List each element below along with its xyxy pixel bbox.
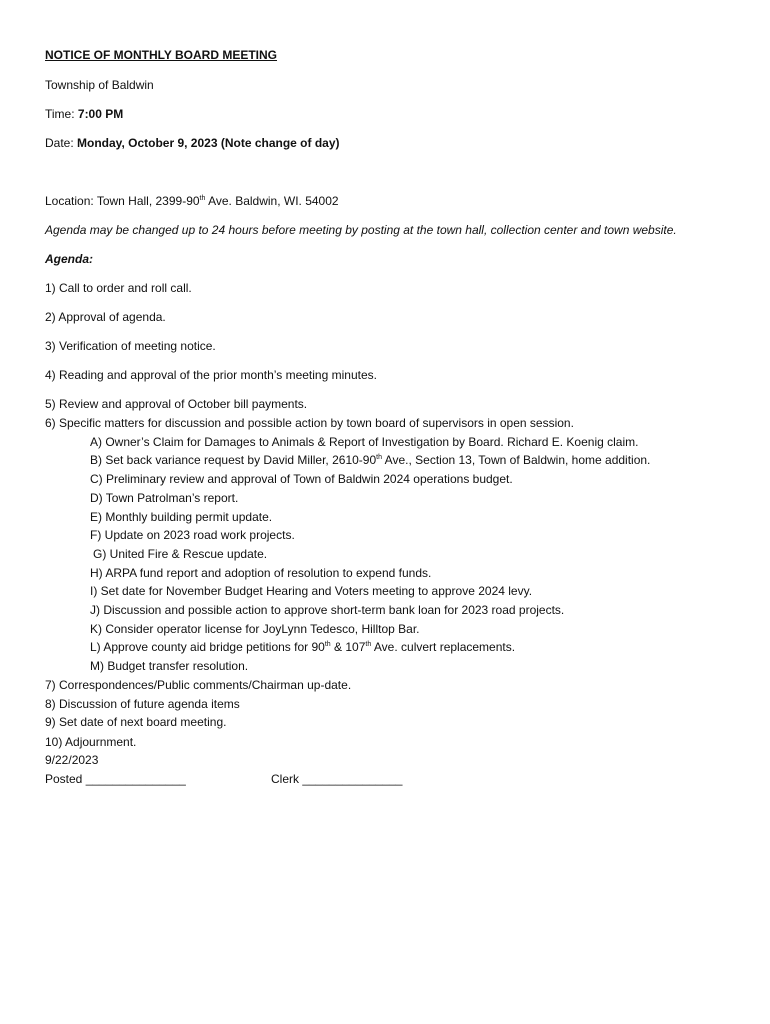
- agenda-item-6: 6) Specific matters for discussion and possible action by town board of supervisors in open session.: [45, 416, 574, 430]
- time-label: Time:: [45, 107, 78, 121]
- agenda-item-5: 5) Review and approval of October bill payments.: [45, 397, 308, 411]
- agenda-subitem-c: C) Preliminary review and approval of Town of Baldwin 2024 operations budget.: [90, 472, 513, 486]
- location-text-start: Location: Town Hall, 2399-90: [45, 194, 200, 208]
- clerk-signature-line: Clerk _______________: [271, 772, 403, 786]
- notice-title: NOTICE OF MONTHLY BOARD MEETING: [45, 48, 278, 62]
- agenda-item-10: 10) Adjournment.: [45, 735, 137, 749]
- subitem-l-superscript-1: th: [324, 641, 331, 648]
- agenda-item-7: 7) Correspondences/Public comments/Chairman up-date.: [45, 678, 352, 692]
- meeting-time: [45, 107, 123, 121]
- subitem-l-start: L) Approve county aid bridge petitions for 90: [90, 640, 325, 654]
- date-value: Monday, October 9, 2023 (Note change of day): [77, 136, 340, 150]
- subitem-b-superscript: th: [376, 454, 382, 461]
- subitem-b-end: Ave., Section 13, Town of Baldwin, home addition.: [382, 453, 651, 467]
- posted-signature-line: Posted _______________: [45, 772, 186, 786]
- agenda-subitem-k: K) Consider operator license for JoyLynn Tedesco, Hilltop Bar.: [90, 622, 420, 636]
- agenda-item-1: 1) Call to order and roll call.: [45, 281, 192, 295]
- notice-date: 9/22/2023: [45, 753, 99, 767]
- meeting-date: [45, 136, 340, 150]
- agenda-item-9: 9) Set date of next board meeting.: [45, 715, 227, 729]
- subitem-l-superscript-2: th: [365, 641, 372, 648]
- agenda-item-3: 3) Verification of meeting notice.: [45, 339, 216, 353]
- township-name: Township of Baldwin: [45, 78, 154, 92]
- agenda-subitem-b: [90, 453, 650, 467]
- subitem-l-middle: & 107: [330, 640, 366, 654]
- agenda-subitem-g: G) United Fire & Rescue update.: [93, 547, 268, 561]
- agenda-item-2: 2) Approval of agenda.: [45, 310, 166, 324]
- agenda-subitem-f: F) Update on 2023 road work projects.: [90, 528, 295, 542]
- agenda-subitem-j: J) Discussion and possible action to approve short-term bank loan for 2023 road projects.: [90, 603, 565, 617]
- location-text-end: Ave. Baldwin, WI. 54002: [205, 194, 339, 208]
- agenda-subitem-m: M) Budget transfer resolution.: [90, 659, 249, 673]
- agenda-subitem-l: [90, 640, 515, 654]
- agenda-subitem-a: A) Owner’s Claim for Damages to Animals & Report of Investigation by Board. Richard E. Koenig claim.: [90, 435, 639, 449]
- agenda-item-8: 8) Discussion of future agenda items: [45, 697, 240, 711]
- agenda-subitem-e: E) Monthly building permit update.: [90, 510, 273, 524]
- agenda-item-4: 4) Reading and approval of the prior month’s meeting minutes.: [45, 368, 377, 382]
- meeting-location: [45, 194, 339, 208]
- time-value: 7:00 PM: [77, 107, 124, 121]
- agenda-subitem-d: D) Town Patrolman’s report.: [90, 491, 239, 505]
- agenda-heading: Agenda:: [45, 252, 93, 266]
- subitem-b-start: B) Set back variance request by David Miller, 2610-90: [90, 453, 377, 467]
- agenda-subitem-i: I) Set date for November Budget Hearing and Voters meeting to approve 2024 levy.: [90, 584, 533, 598]
- subitem-l-end: Ave. culvert replacements.: [371, 640, 516, 654]
- date-label: Date:: [45, 136, 78, 150]
- agenda-subitem-h: H) ARPA fund report and adoption of resolution to expend funds.: [90, 566, 432, 580]
- agenda-change-note: Agenda may be changed up to 24 hours before meeting by posting at the town hall, collection center and town website.: [45, 223, 677, 237]
- location-superscript: th: [199, 195, 206, 202]
